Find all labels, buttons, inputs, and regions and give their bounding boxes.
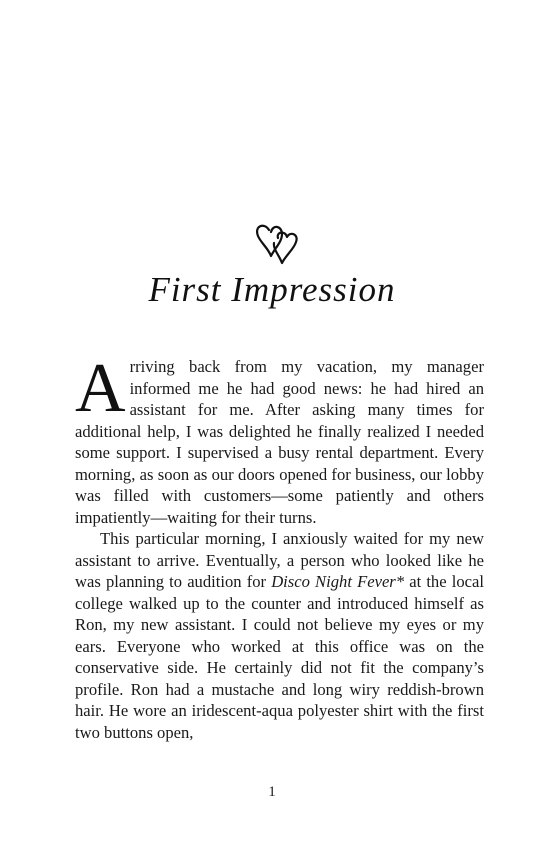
drop-cap: A bbox=[75, 350, 126, 427]
paragraph-1-text: rriving back from my vacation, my manager informed me he had good news: he had hired an assistant for me. After asking many times for additional help, I was delighted he finally realized I needed some support. I supervised a busy rental department. Every morning, as soon as our doors opened for business, our lobby was filled with customers—some patiently and others impatiently—waiting for their turns. bbox=[75, 357, 484, 527]
page-number: 1 bbox=[268, 784, 276, 800]
paragraph-2-text-after: at the local college walked up to the counter and introduced himself as Ron, my new assistant. I could not believe my eyes or my ears. Everyone who worked at this office was on the conservative side. He certainly did not fit the company’s profile. Ron had a mustache and long wiry reddish-brown hair. He wore an iridescent-aqua polyester shirt with the first two buttons open, bbox=[75, 572, 484, 742]
paragraph-2-text-before: This particular morning, I anxiously waited for my new assistant to arrive. Eventually, a person who looked like he was planning to audition for bbox=[75, 529, 484, 591]
chapter-title: First Impression bbox=[148, 270, 396, 309]
double-heart-icon bbox=[252, 222, 300, 266]
book-title-reference: Disco Night Fever* bbox=[271, 572, 405, 591]
chapter-body bbox=[75, 350, 484, 743]
paragraph-1 bbox=[75, 350, 484, 528]
paragraph-2 bbox=[75, 528, 484, 743]
